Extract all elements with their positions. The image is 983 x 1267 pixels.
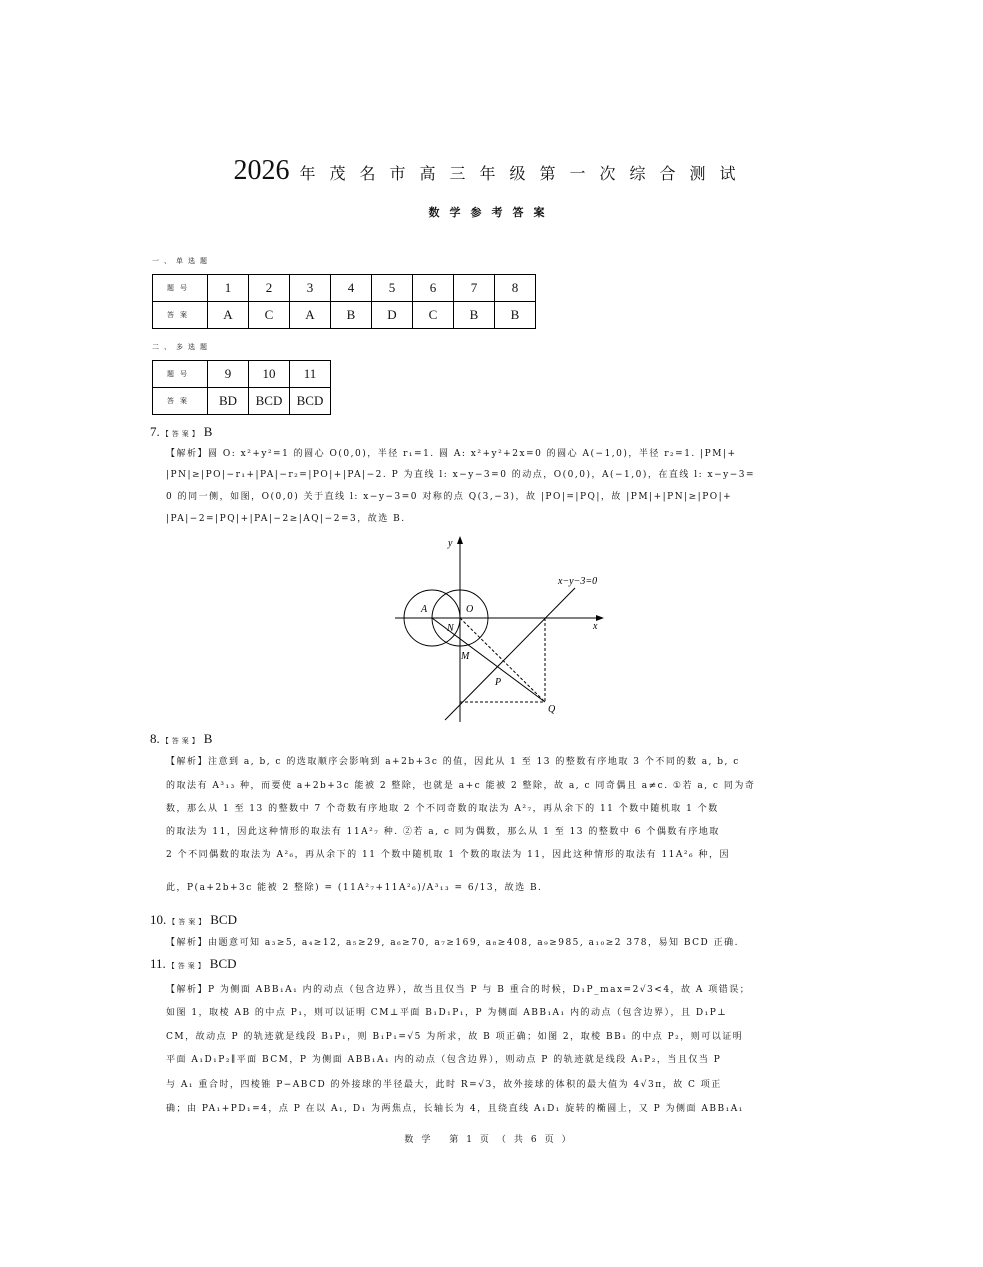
page-subtitle: 数学参考答案 — [428, 206, 555, 219]
label-o: O — [466, 604, 474, 615]
table-cell: 4 — [331, 275, 372, 302]
q7-line: |PN|≥|PO|−r₁+|PA|−r₂=|PO|+|PA|−2. P 为直线 l: x−y−3=0 的动点，O(0,0)，A(−1,0)，在直线 l: x−y−3= — [166, 470, 756, 480]
q8-line: 2 个不同偶数的取法为 A²₆，再从余下的 11 个数中随机取 1 个数的取法为 11，因此这种情形的取法有 11A²₆ 种，因 — [166, 850, 730, 860]
label-line: x−y−3=0 — [558, 576, 598, 587]
table-row — [153, 275, 536, 302]
table-cell: 2 — [249, 275, 290, 302]
table-cell: BD — [208, 388, 249, 415]
page-title — [0, 155, 983, 187]
table-cell: C — [413, 302, 454, 329]
q8-line: 的取法为 11，因此这种情形的取法有 11A²₇ 种. ②若 a, c 同为偶数，那么从 1 至 13 的整数中 6 个偶数有序地取 — [166, 827, 720, 837]
table-cell: 5 — [372, 275, 413, 302]
q11-line: 与 A₁ 重合时，四棱锥 P−ABCD 的外接球的半径最大，此时 R=√3，故外接球的体积的最大值为 4√3π，故 C 项正 — [166, 1080, 722, 1090]
y-arrow — [457, 536, 463, 544]
question-number: 8. — [150, 731, 160, 746]
label-p: P — [495, 677, 502, 688]
section2-table — [152, 360, 331, 415]
q10-heading — [150, 912, 237, 928]
table-cell: B — [331, 302, 372, 329]
table-cell: D — [372, 302, 413, 329]
answer-value: B — [203, 731, 213, 746]
table-cell: C — [249, 302, 290, 329]
table-row — [153, 388, 331, 415]
question-number: 10. — [150, 912, 167, 927]
answer-tag: 【答案】 — [161, 430, 202, 438]
q8-line: 的取法有 A³₁₃ 种，而要使 a+2b+3c 能被 2 整除，也就是 a+c 能被 2 整除，故 a, c 同奇偶且 a≠c. ①若 a, c 同为奇 — [166, 781, 756, 791]
table-cell: BCD — [290, 388, 331, 415]
label-a: A — [421, 604, 428, 615]
q7-line: |PA|−2=|PQ|+|PA|−2≥|AQ|−2=3，故选 B. — [166, 514, 406, 524]
table-cell: 7 — [454, 275, 495, 302]
answer-value: B — [203, 424, 213, 439]
question-number: 11. — [150, 956, 166, 971]
segment-oq — [460, 618, 545, 702]
table-cell: 9 — [208, 361, 249, 388]
q11-line: 平面 A₁D₁P₂∥平面 BCM，P 为侧面 ABB₁A₁ 内的动点（包含边界），则动点 P 的轨迹就是线段 A₁P₂，当且仅当 P — [166, 1055, 722, 1065]
q11-line: 【解析】P 为侧面 ABB₁A₁ 内的动点（包含边界），故当且仅当 P 与 B 重合的时候，D₁P_max=2√3<4，故 A 项错误； — [166, 985, 751, 995]
answer-tag: 【答案】 — [168, 918, 209, 926]
table-cell: A — [208, 302, 249, 329]
q11-heading — [150, 956, 237, 972]
table-cell: 10 — [249, 361, 290, 388]
header-label: 题号 — [153, 275, 208, 302]
answer-label: 答案 — [153, 302, 208, 329]
answer-tag: 【答案】 — [167, 962, 208, 970]
q7-figure — [390, 532, 620, 727]
section1-label: 一、单选题 — [152, 257, 212, 265]
table-cell: A — [290, 302, 331, 329]
q7-heading — [150, 424, 212, 440]
table-cell: 6 — [413, 275, 454, 302]
q7-line: 【解析】圆 O: x²+y²=1 的圆心 O(0,0)，半径 r₁=1. 圆 A: x²+y²+2x=0 的圆心 A(−1,0)，半径 r₂=1. |PM|+ — [166, 449, 737, 459]
page-footer: 数学 第1页（共6页） — [404, 1135, 579, 1145]
q8-line: 数，那么从 1 至 13 的整数中 7 个奇数有序地取 2 个不同奇数的取法为 A²₇，再从余下的 11 个数中随机取 1 个数 — [166, 804, 719, 814]
label-q: Q — [548, 704, 556, 715]
table-cell: 11 — [290, 361, 331, 388]
title-year: 2026 — [233, 155, 290, 186]
header-label: 题号 — [153, 361, 208, 388]
answer-value: BCD — [209, 956, 237, 971]
q11-line: 确；由 PA₁+PD₁=4，点 P 在以 A₁, D₁ 为两焦点，长轴长为 4，且绕直线 A₁D₁ 旋转的椭圆上，又 P 为侧面 ABB₁A₁ — [166, 1104, 744, 1114]
label-m: M — [461, 651, 470, 662]
answer-label: 答案 — [153, 388, 208, 415]
q11-line: 如图 1，取棱 AB 的中点 P₁，则可以证明 CM⊥平面 B₁D₁P₁，P 为侧面 ABB₁A₁ 内的动点（包含边界），且 D₁P⊥ — [166, 1008, 728, 1018]
table-row — [153, 302, 536, 329]
label-x: x — [593, 621, 598, 632]
label-y: y — [448, 538, 453, 549]
answer-tag: 【答案】 — [161, 737, 202, 745]
section1-table — [152, 274, 536, 329]
question-number: 7. — [150, 424, 160, 439]
table-cell: B — [495, 302, 536, 329]
table-cell: B — [454, 302, 495, 329]
section2-label: 二、多选题 — [152, 343, 212, 351]
title-text: 年茂名市高三年级第一次综合测试 — [299, 164, 750, 183]
q8-line: 此，P(a+2b+3c 能被 2 整除) = (11A²₇+11A²₆)/A³₁₃ = 6/13，故选 B. — [166, 883, 543, 893]
label-n: N — [447, 623, 454, 634]
table-cell: 8 — [495, 275, 536, 302]
table-cell: 1 — [208, 275, 249, 302]
q8-line: 【解析】注意到 a, b, c 的选取顺序会影响到 a+2b+3c 的值，因此从 1 至 13 的整数有序地取 3 个不同的数 a, b, c — [166, 757, 740, 767]
table-cell: BCD — [249, 388, 290, 415]
table-row — [153, 361, 331, 388]
q10-line: 【解析】由题意可知 a₃≥5, a₄≥12, a₅≥29, a₆≥70, a₇≥169, a₈≥408, a₉≥985, a₁₀≥2 378，易知 BCD 正确. — [166, 938, 739, 948]
q7-line: 0 的同一侧，如图，O(0,0) 关于直线 l: x−y−3=0 对称的点 Q(3,−3)，故 |PO|=|PQ|，故 |PM|+|PN|≥|PO|+ — [166, 492, 733, 502]
answer-value: BCD — [210, 912, 237, 927]
q8-heading — [150, 731, 212, 747]
q11-line: CM，故动点 P 的轨迹就是线段 B₁P₁，则 B₁P₁=√5 为所求，故 B 项正确；如图 2，取棱 BB₁ 的中点 P₂，则可以证明 — [166, 1032, 744, 1042]
table-cell: 3 — [290, 275, 331, 302]
